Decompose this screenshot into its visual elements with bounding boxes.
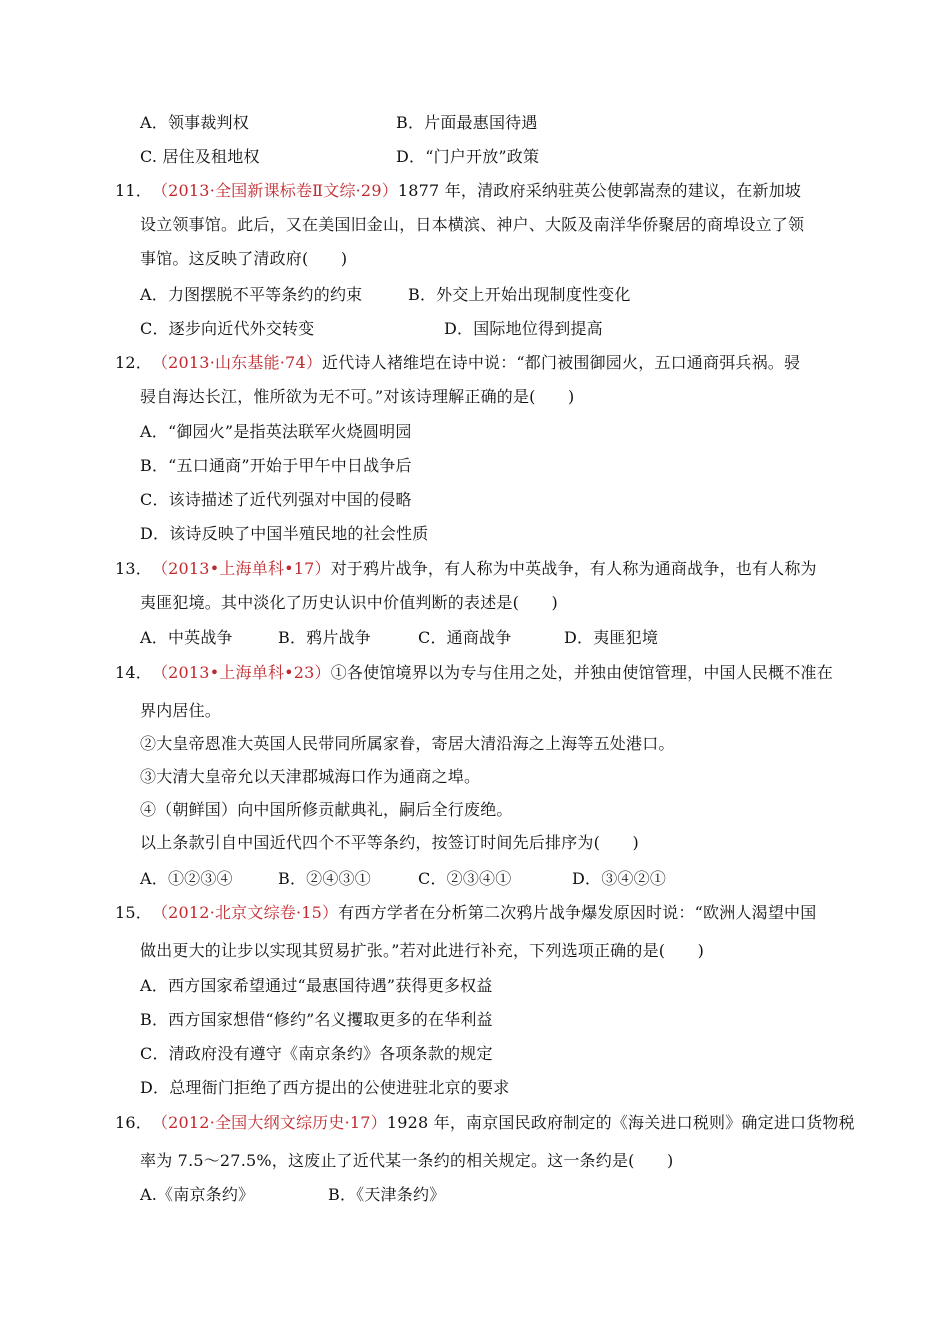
question-stem-line: 骎自海达长江，惟所欲为无不可。”对该诗理解正确的是( ) <box>140 387 575 406</box>
question-source: （2013·全国新课标卷Ⅱ文综·29） <box>151 181 398 200</box>
question-number: 15． <box>115 903 152 922</box>
question-number: 16． <box>115 1113 152 1132</box>
question-stem-line: 夷匪犯境。其中淡化了历史认识中价值判断的表述是( ) <box>140 593 558 612</box>
question-16-first-line <box>115 1112 855 1134</box>
q14-clause-2: ②大皇帝恩准大英国人民带同所属家眷，寄居大清沿海之上海等五处港口。 <box>140 734 675 753</box>
q12-option-d: D．该诗反映了中国半殖民地的社会性质 <box>140 524 429 543</box>
q14-option-c: C．②③④① <box>418 869 512 888</box>
q16-option-a: A.《南京条约》 <box>140 1185 255 1204</box>
question-stem-line: 界内居住。 <box>140 701 222 720</box>
q15-option-a: A．西方国家希望通过“最惠国待遇”获得更多权益 <box>140 976 493 995</box>
question-13-first-line <box>115 558 817 580</box>
question-number: 11． <box>115 181 152 200</box>
question-source: （2013·山东基能·74） <box>151 353 323 372</box>
q13-option-d: D．夷匪犯境 <box>564 628 659 647</box>
question-source: （2012·北京文综卷·15） <box>151 903 339 922</box>
q10-option-c: C. 居住及租地权 <box>140 147 260 166</box>
q14-prompt: 以上条款引自中国近代四个不平等条约，按签订时间先后排序为( ) <box>140 833 639 852</box>
question-stem-line: 设立领事馆。此后，又在美国旧金山，日本横滨、神户、大阪及南洋华侨聚居的商埠设立了领 <box>140 215 805 234</box>
q11-option-d: D．国际地位得到提高 <box>444 319 603 338</box>
question-stem-line: 做出更大的让步以实现其贸易扩张。”若对此进行补充，下列选项正确的是( ) <box>140 941 705 960</box>
q14-option-b: B．②④③① <box>278 869 371 888</box>
q13-option-c: C．通商战争 <box>418 628 512 647</box>
question-stem: 对于鸦片战争，有人称为中英战争，有人称为通商战争，也有人称为 <box>330 559 817 578</box>
question-stem: 1928 年，南京国民政府制定的《海关进口税则》确定进口货物税 <box>386 1113 855 1132</box>
q15-option-b: B．西方国家想借“修约”名义攫取更多的在华利益 <box>140 1010 493 1029</box>
question-source: （2013•上海单科•23） <box>151 663 331 682</box>
q16-option-b: B．《天津条约》 <box>328 1185 446 1204</box>
q11-option-c: C．逐步向近代外交转变 <box>140 319 315 338</box>
q13-option-a: A．中英战争 <box>140 628 233 647</box>
q14-option-a: A．①②③④ <box>140 869 233 888</box>
question-source: （2013•上海单科•17） <box>151 559 331 578</box>
q15-option-c: C．清政府没有遵守《南京条约》各项条款的规定 <box>140 1044 493 1063</box>
question-15-first-line <box>115 902 816 924</box>
question-stem: 近代诗人褚维垲在诗中说：“都门被围御园火，五口通商弭兵祸。骎 <box>322 353 801 372</box>
question-stem-line: 事馆。这反映了清政府( ) <box>140 249 348 268</box>
q14-clause-4: ④（朝鲜国）向中国所修贡献典礼，嗣后全行废绝。 <box>140 800 513 819</box>
q10-option-a: A．领事裁判权 <box>140 113 249 132</box>
question-number: 14． <box>115 663 152 682</box>
q12-option-c: C．该诗描述了近代列强对中国的侵略 <box>140 490 412 509</box>
question-stem: 1877 年，清政府采纳驻英公使郭嵩焘的建议，在新加坡 <box>397 181 802 200</box>
q10-option-d: D．“门户开放”政策 <box>396 147 540 166</box>
question-stem-line: 率为 7.5～27.5%，这废止了近代某一条约的相关规定。这一条约是( ) <box>140 1151 674 1170</box>
q11-option-a: A．力图摆脱不平等条约的约束 <box>140 285 363 304</box>
q12-option-b: B．“五口通商”开始于甲午中日战争后 <box>140 456 412 475</box>
question-12-first-line <box>115 352 800 374</box>
question-11-first-line <box>115 180 801 202</box>
q14-clause-3: ③大清大皇帝允以天津郡城海口作为通商之埠。 <box>140 767 481 786</box>
q15-option-d: D．总理衙门拒绝了西方提出的公使进驻北京的要求 <box>140 1078 510 1097</box>
question-number: 12． <box>115 353 152 372</box>
q11-option-b: B．外交上开始出现制度性变化 <box>408 285 631 304</box>
question-stem: ①各使馆境界以为专与住用之处，并独由使馆管理，中国人民概不准在 <box>330 663 833 682</box>
question-number: 13． <box>115 559 152 578</box>
q14-option-d: D．③④②① <box>572 869 667 888</box>
question-stem: 有西方学者在分析第二次鸦片战争爆发原因时说：“欧洲人渴望中国 <box>338 903 817 922</box>
question-14-first-line <box>115 662 833 684</box>
q13-option-b: B．鸦片战争 <box>278 628 371 647</box>
q12-option-a: A．“御园火”是指英法联军火烧圆明园 <box>140 422 412 441</box>
question-source: （2012·全国大纲文综历史·17） <box>151 1113 387 1132</box>
q10-option-b: B．片面最惠国待遇 <box>396 113 538 132</box>
